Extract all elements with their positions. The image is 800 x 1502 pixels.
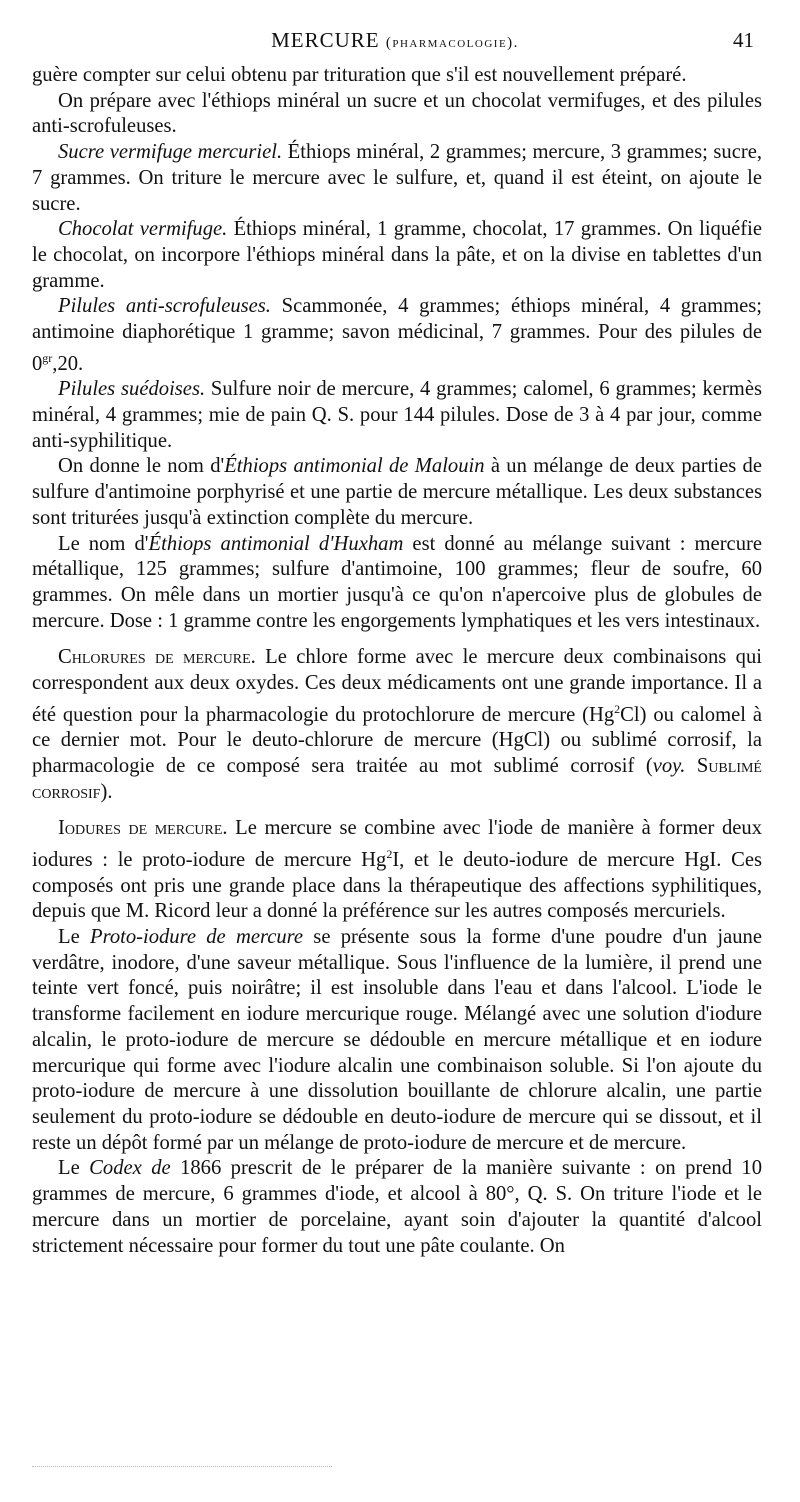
paragraph-sucre-vermifuge [32,140,762,217]
paragraph-text: Éthiops minéral, 2 grammes; mercure, 3 grammes; sucre, 7 grammes. On triture le mercure avec le sulfure, et, quand il est éteint, on ajoute le sucre. [32,141,762,215]
paragraph-text: ,20. [52,352,84,375]
recipe-title: Sucre vermifuge mercuriel. [58,141,283,164]
recipe-title: Pilules suédoises. [58,378,206,401]
running-title-sub: (pharmacologie). [385,35,519,51]
cross-reference-voy: voy. [652,755,686,777]
section-heading: Iodures de mercure. [58,817,228,840]
section-heading: Chlorures de mercure. [58,646,256,669]
paragraph-text: se présente sous la forme d'une poudre d'un jaune verdâtre, inodore, d'une saveur métallique. Sous l'influence de la lumière, il prend une teinte vert foncé, puis noirâtre; il est insoluble dans l'eau et dans l'alcool. L'iode le transforme facilement en iodure mercurique rouge. Mélangé avec une solution d'iodure alcalin, le proto-iodure de mercure se dédouble en mercure métallique et en iodure mercurique qui forme avec l'iodure alcalin une combinaison soluble. Si l'on ajoute du proto-iodure de mercure à une dissolution bouillante de chlorure alcalin, une partie seulement du proto-iodure se dédouble en deuto-iodure de mercure qui se dissout, et il reste un dépôt formé par un mélange de proto-iodure de mercure et de mercure. [32,926,762,1154]
paragraph-text: à un mélange de deux parties de sulfure d'antimoine porphyrisé et une partie de mercure métallique. Les deux substances sont triturées jusqu'à extinction complète du mercure. [32,455,762,529]
paragraph-continuation [32,63,762,89]
paragraph-text: Le [58,926,90,949]
paragraph-text: I, et le deuto-iodure de mercure HgI. Ces composés ont pris une grande place dans la thérapeutique des affections syphilitiques, depuis que M. Ricord leur a donné la préférence sur les autres composés mercuriels. [32,848,762,923]
paragraph-text: Sulfure noir de mercure, 4 grammes; calomel, 6 grammes; kermès minéral, 4 grammes; mie de pain Q. S. pour 144 pilules. Dose de 3 à 4 par jour, comme anti-syphilitique. [32,378,762,452]
cross-reference-term: Sublimé corrosif [32,755,762,803]
paragraph-text: ). [100,780,113,803]
page-number: 41 [733,28,754,52]
paragraph-codex-1866 [32,1156,762,1259]
running-title [30,28,760,53]
recipe-title: Chocolat vermifuge. [58,218,228,241]
term-italic: Éthiops antimonial d'Huxham [148,532,404,555]
paragraph-text: On donne le nom d' [58,455,225,478]
term-italic: Proto-iodure de mercure [89,926,304,949]
paragraph-ethiops-malouin [32,454,762,531]
paragraph-text: Éthiops minéral, 1 gramme, chocolat, 17 grammes. On liquéfie le chocolat, on incorpore l'éthiops minéral dans la pâte, et on la divise en tablettes d'un gramme. [32,218,762,292]
paragraph-ethiops-huxham [32,532,762,635]
section-iodures [32,816,762,925]
paragraph-pilules-anti-scrofuleuses [32,294,762,377]
section-chlorures [32,645,762,805]
paragraph-pilules-suedoises [32,377,762,454]
paragraph-chocolat-vermifuge [32,217,762,294]
superscript: 2 [386,847,393,862]
paragraph-text: Le chlore forme avec le mercure deux combinaisons qui correspondent aux deux oxydes. Ces deux médicaments ont une grande importance. Il a été question pour la pharmacologie du protochlorure de mercure (Hg [32,646,762,726]
paragraph-text: Le [58,1157,90,1180]
paragraph-text: Le mercure se combine avec l'iode de manière à former deux iodures : le proto-iodure de mercure Hg [32,817,762,871]
paragraph-text: Le nom d' [58,532,149,555]
page-bottom-marks [32,1466,332,1467]
term-italic: Codex de [89,1157,171,1180]
running-title-main: MERCURE [271,28,380,52]
page-body [32,63,762,1259]
paragraph-ethiops-preparations [32,89,762,140]
superscript: gr [42,350,53,365]
term-italic: Éthiops antimonial de Malouin [224,455,485,478]
recipe-title: Pilules anti-scrofuleuses. [58,295,271,318]
paragraph-text: est donné au mélange suivant : mercure métallique, 125 grammes; sulfure d'antimoine, 100 grammes; fleur de soufre, 60 grammes. On mêle dans un mortier jusqu'à ce qu'on n'apercoive plus de globules de mercure. Dose : 1 gramme contre les engorgements lymphatiques et les vers intestinaux. [32,532,762,632]
paragraph-text: guère compter sur celui obtenu par trituration que s'il est nouvellement préparé. [32,64,687,86]
paragraph-text: On prépare avec l'éthiops minéral un sucre et un chocolat vermifuges, et des pilules anti-scrofuleuses. [32,89,762,138]
paragraph-text: Cl) ou calomel à ce dernier mot. Pour le deuto-chlorure de mercure (HgCl) ou sublimé corrosif, la pharmacologie de ce composé sera traitée au mot sublimé corrosif ( [32,703,762,777]
superscript: 2 [614,701,621,716]
paragraph-text: Scammonée, 4 grammes; éthiops minéral, 4 grammes; antimoine diaphorétique 1 gramme; savon médicinal, 7 grammes. Pour des pilules de 0 [32,295,762,375]
paragraph-text: 1866 prescrit de le préparer de la manière suivante : on prend 10 grammes de mercure, 6 grammes d'iode, et alcool à 80°, Q. S. On triture l'iode et le mercure dans un mortier de porcelaine, ayant soin d'ajouter la quantité d'alcool strictement nécessaire pour former du tout une pâte coulante. On [32,1157,763,1257]
paragraph-proto-iodure [32,925,762,1156]
running-header [30,28,760,58]
